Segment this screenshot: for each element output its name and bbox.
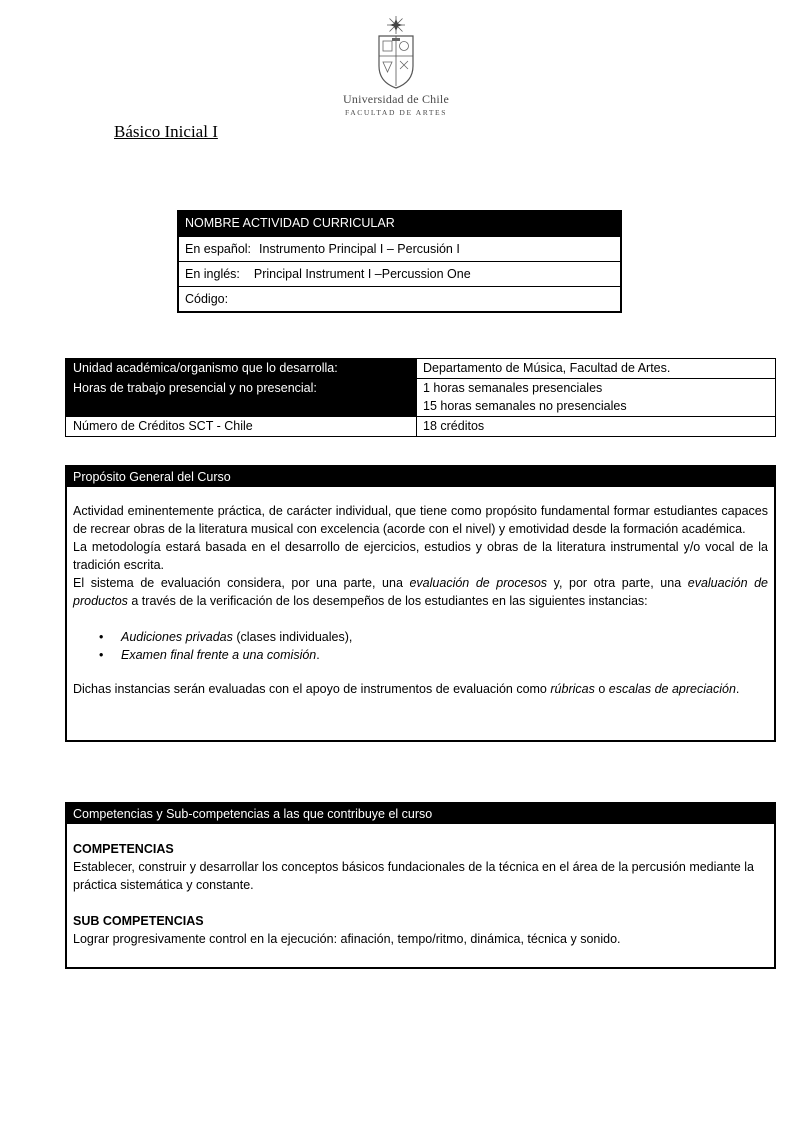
purpose-body [67,487,774,698]
english-name-value: Principal Instrument I –Percussion One [253,267,471,281]
unit-row [66,359,775,379]
emphasis-process-evaluation: evaluación de procesos [409,576,548,590]
hours-values [416,379,775,416]
spanish-name-label: En español: [185,242,252,256]
purpose-paragraph-3 [73,574,768,610]
hours-value-presential: 1 horas semanales presenciales [423,381,603,395]
bullet-icon: • [99,648,104,662]
competences-text: Establecer, construir y desarrollar los conceptos básicos fundacionales de la técnica en el área de la percusión mediante la práctica sistemática y constante. [73,860,754,892]
text-span: a través de la verificación de los desempeños de los estudiantes en las siguientes instancias: [127,594,648,608]
emphasis-product-evaluation: evaluación de productos [73,576,768,608]
purpose-paragraph-4 [73,680,768,698]
competences-section [65,802,776,969]
emphasis-rubrics: rúbricas [550,682,595,696]
emphasis-final-exam: Examen final frente a una comisión [121,648,317,662]
text-span: . [735,682,740,696]
list-item [73,646,768,664]
list-item [73,628,768,646]
unit-value: Departamento de Música, Facultad de Artes. [416,359,775,378]
text-span: o [594,682,609,696]
bullet-icon: • [99,630,104,644]
purpose-section [65,465,776,742]
university-crest-icon [374,14,418,90]
code-label: Código: [185,292,229,306]
credits-row [66,417,775,436]
faculty-name: FACULTAD DE ARTES [345,108,447,117]
hours-value-non-presential: 15 horas semanales no presenciales [423,399,627,413]
university-logo [340,14,452,117]
document-title: Básico Inicial I [114,122,218,141]
unit-label: Unidad académica/organismo que lo desarrolla: [66,359,416,378]
purpose-header: Propósito General del Curso [67,467,774,487]
credits-label: Número de Créditos SCT - Chile [73,419,253,433]
course-name-table-header: NOMBRE ACTIVIDAD CURRICULAR [179,212,620,236]
credits-value: 18 créditos [416,417,775,436]
text-span: . [316,648,320,662]
emphasis-appreciation-scales: escalas de apreciación [608,682,736,696]
hours-label: Horas de trabajo presencial y no presencial: [66,379,416,416]
sub-competences-text: Lograr progresivamente control en la ejecución: afinación, tempo/ritmo, dinámica, técnica y sonido. [73,932,621,946]
spanish-name-value: Instrumento Principal I – Percusión I [259,242,460,256]
competences-body [67,824,774,948]
code-row [179,286,620,311]
emphasis-private-auditions: Audiciones privadas [121,630,233,644]
text-span: y, por otra parte, una [547,576,688,590]
sub-competences-title: SUB COMPETENCIAS [73,914,204,928]
text-span: (clases individuales), [232,630,353,644]
spanish-name-row [179,236,620,261]
course-name-table [177,210,622,313]
instances-list [73,628,768,664]
course-info-table [65,358,776,437]
competences-title: COMPETENCIAS [73,842,174,856]
university-name: Universidad de Chile [343,92,449,106]
text-span: El sistema de evaluación considera, por una parte, una [73,576,410,590]
english-name-row [179,261,620,286]
hours-row [66,379,775,417]
purpose-paragraph-1: Actividad eminentemente práctica, de carácter individual, que tiene como propósito fundamental formar estudiantes capaces de recrear obras de la literatura musical con excelencia (acorde con el nivel) y emotividad desde la formación académica. [73,504,768,536]
english-name-label: En inglés: [185,267,240,281]
purpose-paragraph-2: La metodología estará basada en el desarrollo de ejercicios, estudios y obras de la literatura instrumental y/o vocal de la tradición escrita. [73,540,768,572]
competences-header: Competencias y Sub-competencias a las que contribuye el curso [67,804,774,824]
text-span: Dichas instancias serán evaluadas con el apoyo de instrumentos de evaluación como [73,682,551,696]
